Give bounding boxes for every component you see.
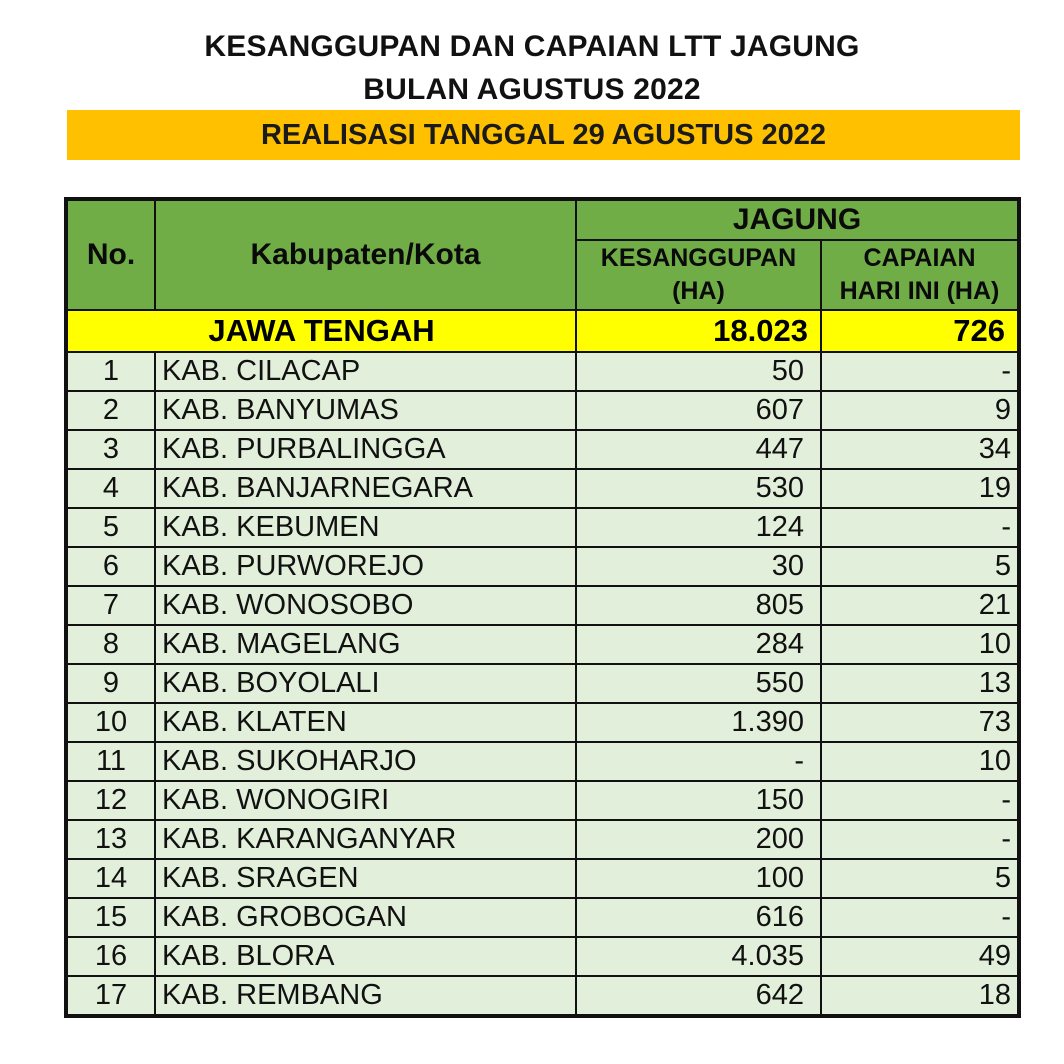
row-capaian: 34 [821, 430, 1019, 469]
header-capaian-line2: HARI INI (HA) [839, 277, 1000, 305]
data-table-container [64, 197, 1021, 1018]
row-kabupaten: KAB. GROBOGAN [155, 898, 576, 937]
row-kesanggupan: 607 [576, 391, 821, 430]
row-kabupaten: KAB. MAGELANG [155, 625, 576, 664]
row-capaian: 5 [821, 547, 1019, 586]
row-kesanggupan: 200 [576, 820, 821, 859]
total-row [66, 310, 1019, 352]
row-no: 14 [66, 859, 155, 898]
row-capaian: - [821, 352, 1019, 391]
table-row [66, 781, 1019, 820]
header-no: No. [66, 199, 155, 310]
row-no: 7 [66, 586, 155, 625]
header-kesanggupan [576, 240, 821, 310]
table-row [66, 859, 1019, 898]
row-kesanggupan: - [576, 742, 821, 781]
row-capaian: 21 [821, 586, 1019, 625]
table-row [66, 820, 1019, 859]
row-kabupaten: KAB. KARANGANYAR [155, 820, 576, 859]
row-capaian: 49 [821, 937, 1019, 976]
row-kabupaten: KAB. KLATEN [155, 703, 576, 742]
table-row [66, 898, 1019, 937]
row-capaian: 19 [821, 469, 1019, 508]
row-kabupaten: KAB. BANYUMAS [155, 391, 576, 430]
header-kesanggupan-line1: KESANGGUPAN [600, 244, 797, 272]
row-kesanggupan: 100 [576, 859, 821, 898]
table-row [66, 391, 1019, 430]
row-kesanggupan: 642 [576, 976, 821, 1016]
row-kesanggupan: 805 [576, 586, 821, 625]
page-subtitle: BULAN AGUSTUS 2022 [363, 73, 701, 106]
row-kabupaten: KAB. PURWOREJO [155, 547, 576, 586]
row-kesanggupan: 124 [576, 508, 821, 547]
row-kesanggupan: 530 [576, 469, 821, 508]
row-no: 4 [66, 469, 155, 508]
table-row [66, 664, 1019, 703]
total-name: JAWA TENGAH [66, 310, 576, 352]
row-kabupaten: KAB. WONOSOBO [155, 586, 576, 625]
row-capaian: 10 [821, 742, 1019, 781]
row-kesanggupan: 4.035 [576, 937, 821, 976]
table-row [66, 547, 1019, 586]
row-no: 1 [66, 352, 155, 391]
table-row [66, 352, 1019, 391]
row-capaian: - [821, 898, 1019, 937]
row-kesanggupan: 150 [576, 781, 821, 820]
row-capaian: 5 [821, 859, 1019, 898]
header-capaian [821, 240, 1019, 310]
table-row [66, 508, 1019, 547]
row-capaian: 9 [821, 391, 1019, 430]
row-kabupaten: KAB. BOYOLALI [155, 664, 576, 703]
header-capaian-line1: CAPAIAN [863, 244, 976, 272]
row-no: 9 [66, 664, 155, 703]
row-kabupaten: KAB. SUKOHARJO [155, 742, 576, 781]
row-no: 16 [66, 937, 155, 976]
row-capaian: - [821, 508, 1019, 547]
row-kabupaten: KAB. CILACAP [155, 352, 576, 391]
row-kesanggupan: 284 [576, 625, 821, 664]
header-kabupaten: Kabupaten/Kota [155, 199, 576, 310]
row-kabupaten: KAB. REMBANG [155, 976, 576, 1016]
row-capaian: 73 [821, 703, 1019, 742]
row-capaian: - [821, 781, 1019, 820]
header-kesanggupan-line2: (HA) [672, 277, 725, 305]
row-kabupaten: KAB. BLORA [155, 937, 576, 976]
row-no: 15 [66, 898, 155, 937]
table-row [66, 430, 1019, 469]
table-row [66, 703, 1019, 742]
row-kesanggupan: 30 [576, 547, 821, 586]
row-kabupaten: KAB. SRAGEN [155, 859, 576, 898]
row-kabupaten: KAB. WONOGIRI [155, 781, 576, 820]
row-no: 3 [66, 430, 155, 469]
row-kabupaten: KAB. PURBALINGGA [155, 430, 576, 469]
row-kabupaten: KAB. KEBUMEN [155, 508, 576, 547]
total-kesanggupan: 18.023 [576, 310, 821, 352]
row-capaian: 13 [821, 664, 1019, 703]
data-table [64, 197, 1021, 1018]
row-capaian: - [821, 820, 1019, 859]
row-no: 10 [66, 703, 155, 742]
row-kabupaten: KAB. BANJARNEGARA [155, 469, 576, 508]
row-no: 17 [66, 976, 155, 1016]
row-no: 11 [66, 742, 155, 781]
date-banner: REALISASI TANGGAL 29 AGUSTUS 2022 [67, 110, 1020, 160]
table-row [66, 625, 1019, 664]
total-capaian: 726 [821, 310, 1019, 352]
table-row [66, 742, 1019, 781]
row-no: 8 [66, 625, 155, 664]
page-title: KESANGGUPAN DAN CAPAIAN LTT JAGUNG [204, 30, 860, 63]
table-row [66, 937, 1019, 976]
row-no: 5 [66, 508, 155, 547]
row-kesanggupan: 447 [576, 430, 821, 469]
row-no: 2 [66, 391, 155, 430]
row-no: 13 [66, 820, 155, 859]
table-row [66, 976, 1019, 1016]
row-kesanggupan: 1.390 [576, 703, 821, 742]
header-jagung: JAGUNG [576, 199, 1019, 240]
row-kesanggupan: 616 [576, 898, 821, 937]
row-no: 12 [66, 781, 155, 820]
table-row [66, 586, 1019, 625]
row-no: 6 [66, 547, 155, 586]
row-capaian: 18 [821, 976, 1019, 1016]
table-row [66, 469, 1019, 508]
row-kesanggupan: 550 [576, 664, 821, 703]
row-capaian: 10 [821, 625, 1019, 664]
row-kesanggupan: 50 [576, 352, 821, 391]
